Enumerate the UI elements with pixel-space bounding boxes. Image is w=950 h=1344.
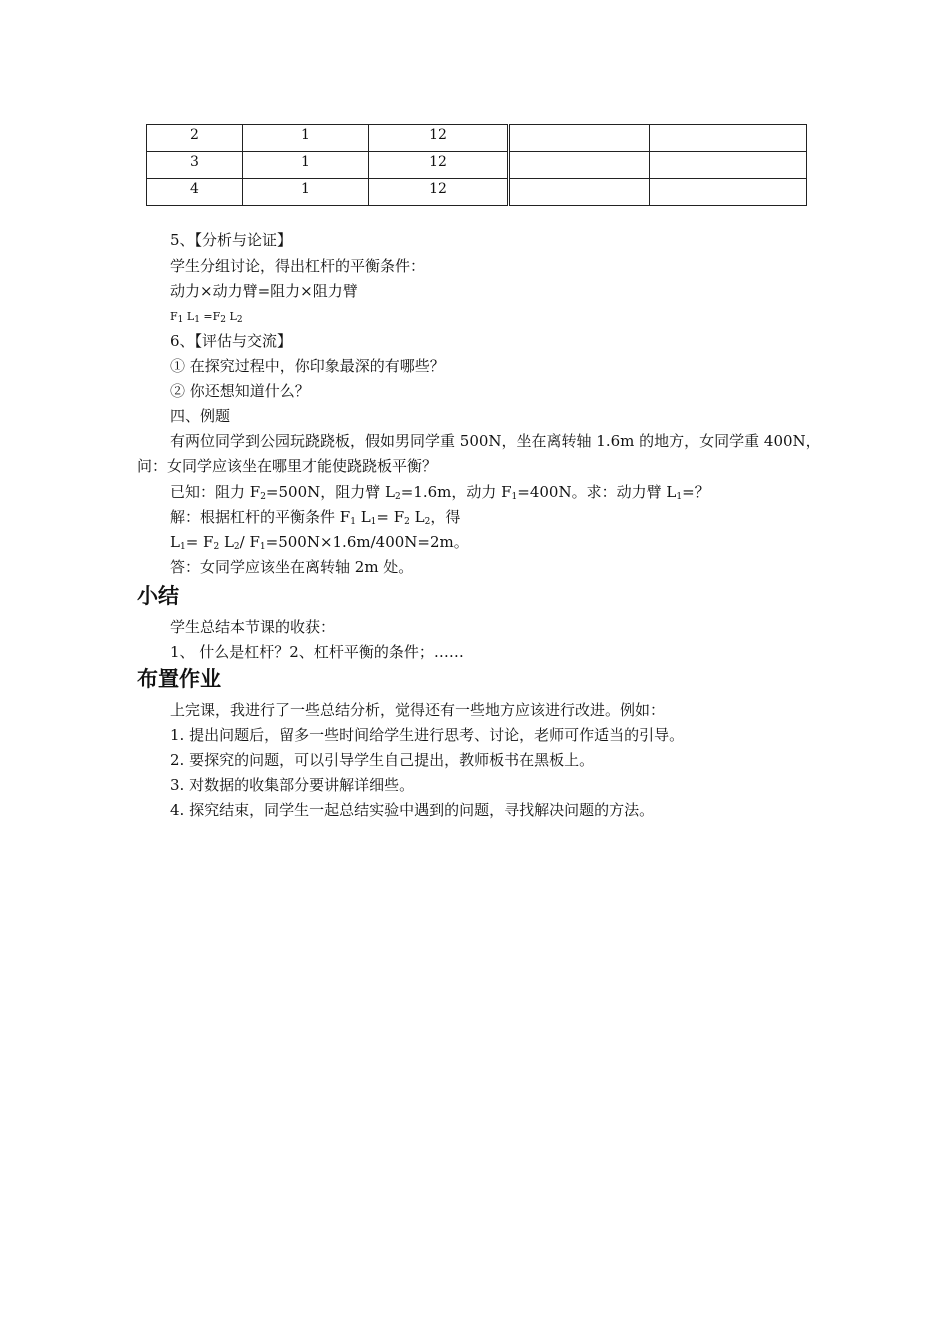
table-cell: 1 — [243, 152, 369, 179]
table-cell: 2 — [147, 125, 243, 152]
example-answer: 答：女同学应该坐在离转轴 2m 处。 — [170, 558, 414, 576]
table-cell — [509, 152, 650, 179]
table-cell: 4 — [147, 179, 243, 206]
table-cell — [650, 152, 807, 179]
table-row — [147, 125, 807, 152]
table-cell: 3 — [147, 152, 243, 179]
summary-text: 学生总结本节课的收获： — [170, 618, 336, 636]
list-item: 1. 提出问题后，留多一些时间给学生进行思考、讨论，老师可作适当的引导。 — [170, 726, 685, 744]
balance-formula: $F_1$ $L_1 =F_2$ $L_2$ — [170, 310, 243, 325]
table-cell — [509, 179, 650, 206]
example-heading: 四、例题 — [170, 407, 231, 425]
table-row — [147, 152, 807, 179]
evaluation-question: ② 你还想知道什么？ — [170, 382, 310, 400]
evaluation-question: ① 在探究过程中，你印象最深的有哪些？ — [170, 357, 445, 375]
example-known: 已知：阻力 $F_2=500N$，阻力臂 $L_2=1.6m$，动力 $F_1=400N$。求：动力臂 $L_1=$？ — [170, 483, 710, 502]
table-cell: 12 — [369, 152, 509, 179]
table-cell: 1 — [243, 179, 369, 206]
example-solution: 解：根据杠杆的平衡条件 $F_1$ $L_1= F_2$ $L_2$，得 — [170, 508, 461, 527]
table-cell — [650, 125, 807, 152]
table-row — [147, 179, 807, 206]
table-cell: 12 — [369, 179, 509, 206]
analysis-text: 学生分组讨论，得出杠杆的平衡条件： — [170, 257, 426, 275]
list-item: 4. 探究结束，同学生一起总结实验中遇到的问题，寻找解决问题的方法。 — [170, 801, 655, 819]
homework-intro: 上完课，我进行了一些总结分析，觉得还有一些地方应该进行改进。例如： — [170, 701, 666, 719]
list-item: 2. 要探究的问题，可以引导学生自己提出，教师板书在黑板上。 — [170, 751, 595, 769]
balance-rule-text: 动力×动力臂=阻力×阻力臂 — [170, 282, 358, 300]
table-cell: 1 — [243, 125, 369, 152]
homework-heading: 布置作业 — [137, 667, 221, 691]
summary-text: 1、 什么是杠杆？2、杠杆平衡的条件；…… — [170, 643, 464, 661]
table-cell — [509, 125, 650, 152]
evaluation-heading: 6、【评估与交流】 — [170, 332, 293, 350]
table-cell: 12 — [369, 125, 509, 152]
example-problem: 有两位同学到公园玩跷跷板，假如男同学重 500N，坐在离转轴 1.6m 的地方，女同学重 400N，问：女同学应该坐在哪里才能使跷跷板平衡？ — [137, 432, 821, 475]
data-table — [146, 124, 807, 206]
table-cell — [650, 179, 807, 206]
analysis-heading: 5、【分析与论证】 — [170, 231, 293, 249]
list-item: 3. 对数据的收集部分要讲解详细些。 — [170, 776, 415, 794]
summary-heading: 小结 — [137, 584, 179, 608]
example-calculation: $L_1= F_2$ $L_2/$ $F_1=500N\times 1.6m/400N=2m$。 — [170, 533, 469, 552]
